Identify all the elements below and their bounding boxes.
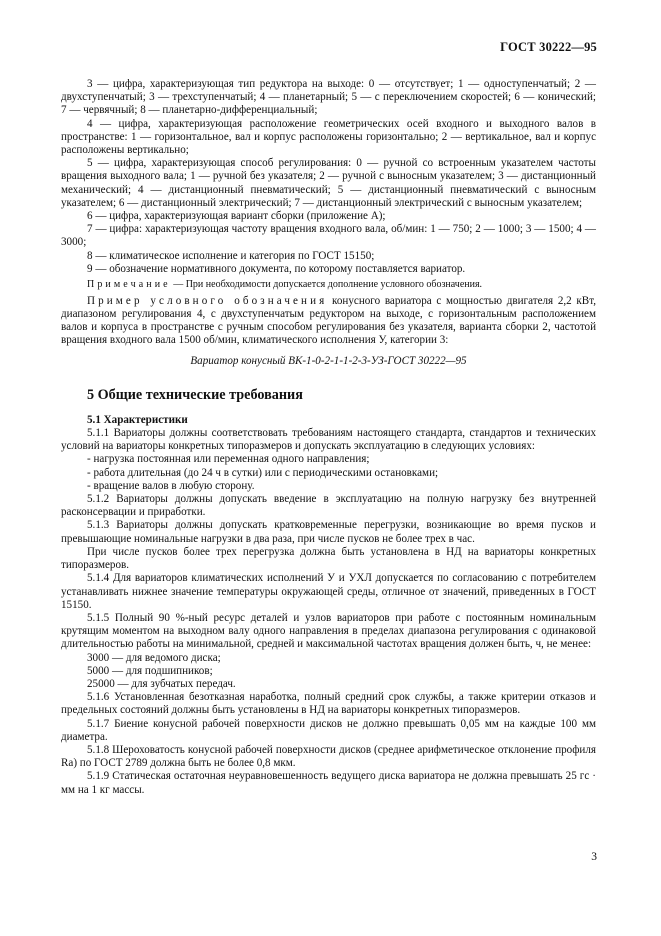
section-title: 5 Общие технические требования	[87, 386, 303, 403]
resource-item: 5000 — для подшипников;	[87, 664, 213, 677]
clause-5-1-8: 5.1.8 Шероховатость конусной рабочей поверхности дисков (среднее арифметическое отклонение профиля Ra) по ГОСТ 2789 должна быть не более 0,8 мкм.	[61, 743, 596, 770]
code-item-8: 8 — климатическое исполнение и категория по ГОСТ 15150;	[87, 249, 375, 262]
resource-item: 25000 — для зубчатых передач.	[87, 677, 236, 690]
page-number: 3	[591, 851, 597, 863]
page-content	[61, 78, 596, 797]
clause-5-1-2: 5.1.2 Вариаторы должны допускать введение в эксплуатацию на полную нагрузку без внутренней расконсервации и приработки.	[61, 493, 596, 519]
clause-5-1-1: 5.1.1 Вариаторы должны соответствовать требованиям настоящего стандарта, стандартов и технических условий на вариаторы конкретных типоразмеров и допускать эксплуатацию в следующих условиях:	[61, 427, 596, 453]
clause-5-1-4: 5.1.4 Для вариаторов климатических исполнений У и УХЛ допускается по согласованию с потребителем устанавливать нижнее значение температуры окружающей среды, отличное от значений, приведенных в ГОСТ 15150.	[61, 572, 596, 611]
code-item-5: 5 — цифра, характеризующая способ регулирования: 0 — ручной со встроенным указателем частоты вращения выходного вала; 1 — ручной без указателя; 2 — ручной с выносным указателем; 3 — дистанционный механический; 4 — дистанционный пневматический; 5 — дистанционный пневматический с выносным указателем; 6 — дистанционный электрический; 7 — дистанционный электрический с выносным указателем;	[61, 157, 596, 209]
condition-item: - вращение валов в любую сторону.	[87, 479, 255, 492]
code-item-3: 3 — цифра, характеризующая тип редуктора на выходе: 0 — отсутствует; 1 — одноступенчатый; 2 — двухступенчатый; 3 — трехступенчатый; 4 — планетарный; 5 — с переключением скоростей; 6 — конический; 7 — червячный; 8 — планетарно-дифференциальный;	[61, 78, 596, 117]
note-text: — При необходимости допускается дополнение условного обозначения.	[170, 279, 483, 291]
clause-5-1-9: 5.1.9 Статическая остаточная неуравновешенность ведущего диска вариатора не должна превышать 25 гс · мм на 1 кг массы.	[61, 770, 596, 796]
code-item-7: 7 — цифра: характеризующая частоту вращения входного вала, об/мин: 1 — 750; 2 — 1000; 3 — 1500; 4 — 3000;	[61, 223, 596, 249]
clause-5-1-5: 5.1.5 Полный 90 %-ный ресурс деталей и узлов вариаторов при работе с постоянным номинальным крутящим моментом на выходном валу одного направления в пределах диапазона регулирования с одинаковой длительностью работы на минимальной, средней и максимальной частотах вращения должен быть, ч, не менее:	[61, 611, 596, 651]
code-item-4: 4 — цифра, характеризующая расположение геометрических осей входного и выходного валов в пространстве: 1 — горизонтальное, вал и корпус расположены горизонтально; 2 — вертикальное, вал и корпус расположены вертикально;	[61, 117, 596, 157]
clause-5-1-3-continued: При числе пусков более трех перегрузка должна быть установлена в НД на вариаторы конкретных типоразмеров.	[61, 545, 596, 572]
condition-item: - работа длительная (до 24 ч в сутки) или с периодическими остановками;	[87, 466, 439, 479]
note-label: Примечание	[87, 279, 171, 291]
example-text: конусного вариатора с мощностью двигателя 2,2 кВт, диапазоном регулирования 4, с двухступенчатым редуктором на выходе, с горизонтальным расположением валов и корпуса в пространстве с ручным способом регулирования без указателя, варианта сборки 2, частотой вращения входного вала 1500 об/мин, климатического исполнения У, категории 3:	[61, 294, 596, 347]
clause-5-1-7: 5.1.7 Биение конусной рабочей поверхности дисков не должно превышать 0,05 мм на каждые 100 мм диаметра.	[61, 717, 596, 743]
code-item-6: 6 — цифра, характеризующая вариант сборки (приложение А);	[87, 210, 386, 223]
code-item-9: 9 — обозначение нормативного документа, по которому поставляется вариатор.	[87, 262, 466, 275]
standard-header: ГОСТ 30222—95	[500, 40, 597, 54]
clause-5-1-3: 5.1.3 Вариаторы должны допускать кратковременные перегрузки, возникающие во время пусков и превышающие номинальные нагрузки в два раза, при числе пусков не более трех в час.	[61, 519, 596, 545]
example-paragraph	[61, 295, 596, 348]
condition-item: - нагрузка постоянная или переменная одного направления;	[87, 453, 370, 466]
example-designation: Вариатор конусный ВК-1-0-2-1-1-2-3-УЗ-ГОСТ 30222—95	[190, 355, 467, 368]
example-label: Пример условного обозначения	[87, 294, 328, 307]
resource-item: 3000 — для ведомого диска;	[87, 651, 221, 664]
note	[61, 278, 596, 292]
clause-5-1-6: 5.1.6 Установленная безотказная наработка, полный средний срок службы, а также критерии отказов и предельных состояний должны быть установлены в НД на вариаторы конкретных типоразмеров.	[61, 691, 596, 717]
subsection-title: 5.1 Характеристики	[87, 413, 188, 426]
